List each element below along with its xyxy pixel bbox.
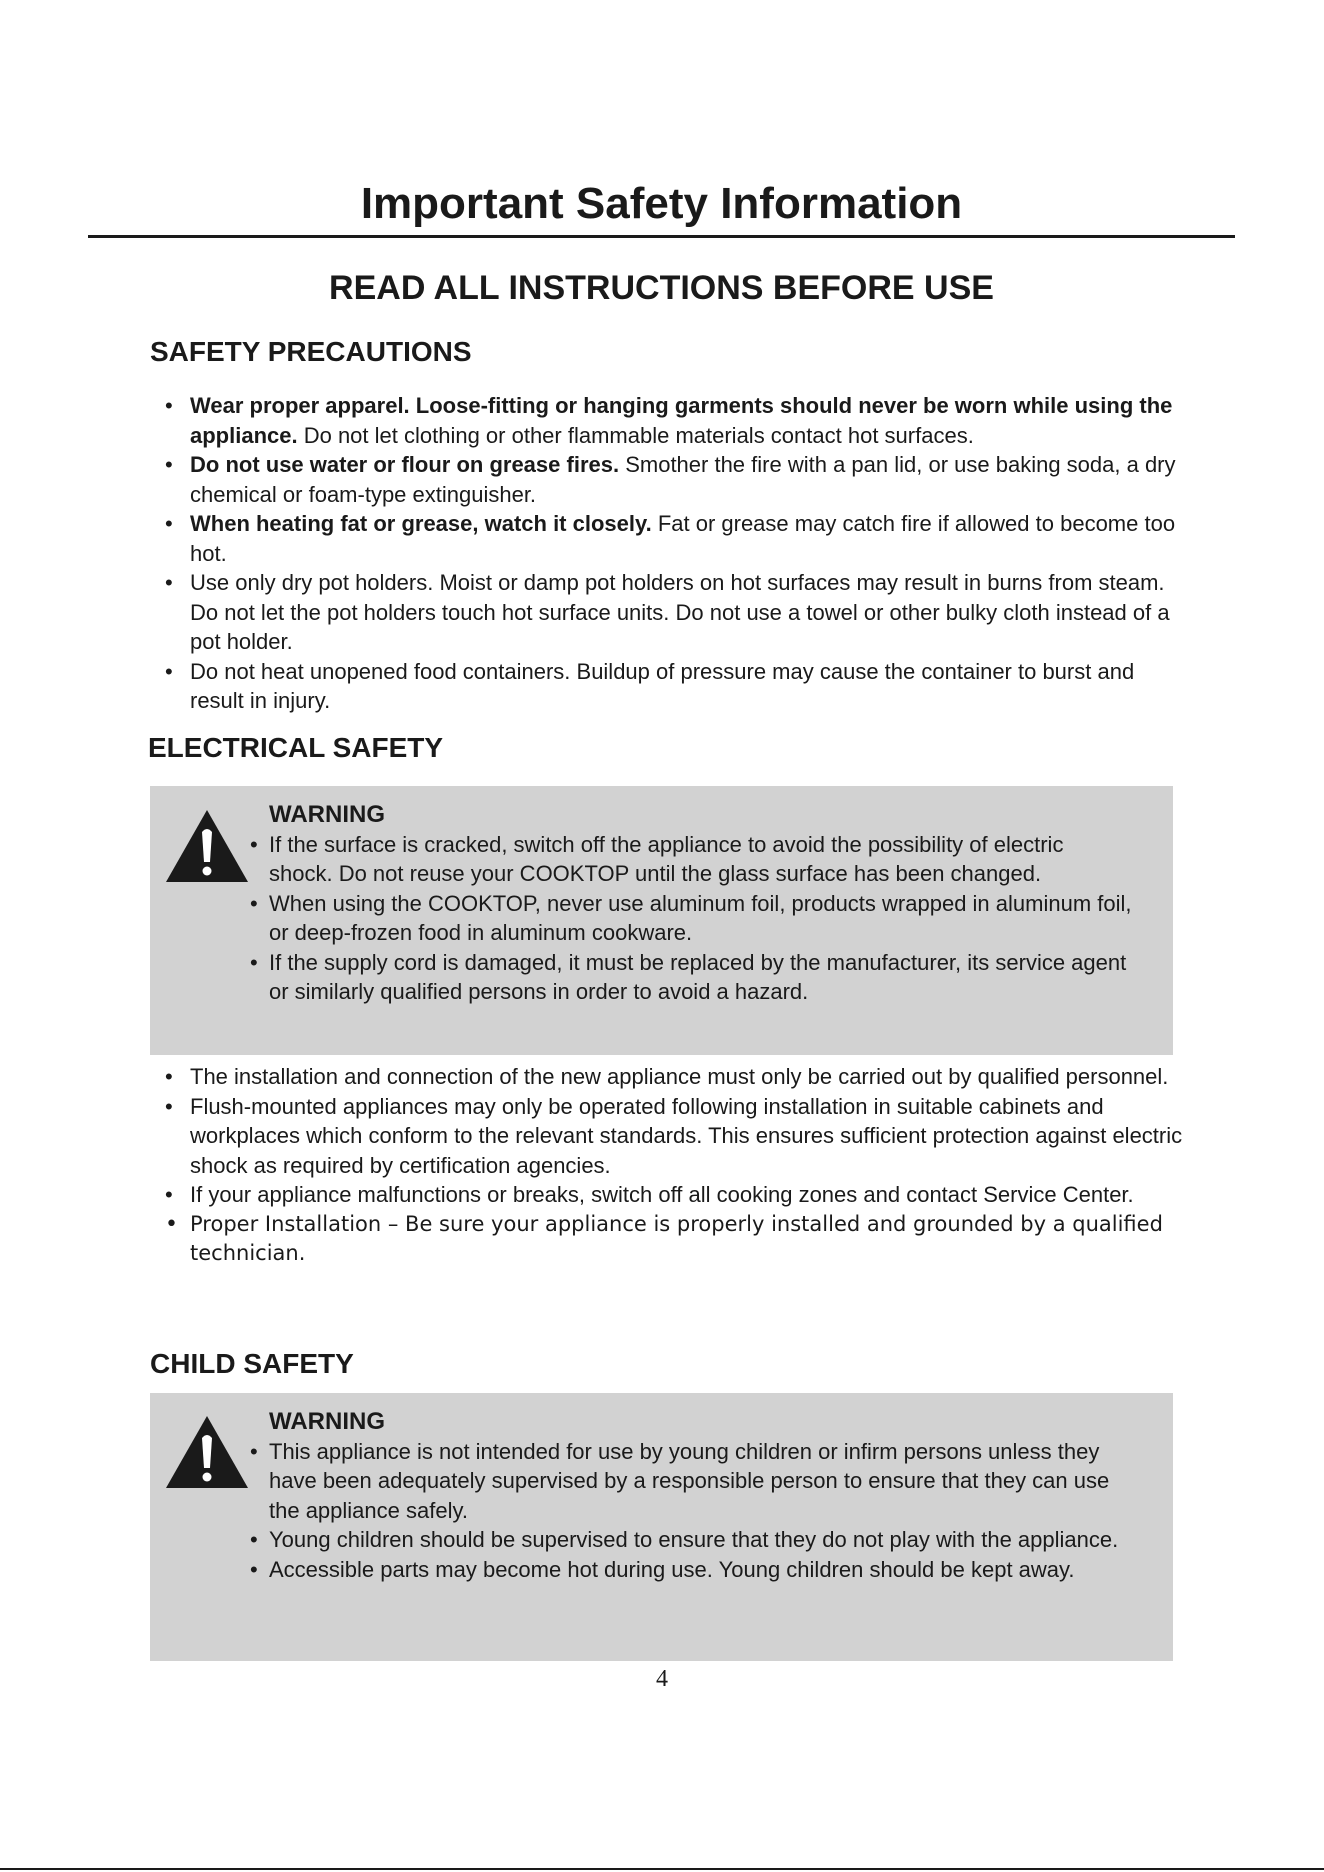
bold-lead: Wear proper apparel. Loose-fitting or hanging garments should never be worn while using the appliance.: [190, 393, 1173, 448]
page-subtitle: READ ALL INSTRUCTIONS BEFORE USE: [329, 269, 994, 307]
list-item: • Proper Installation – Be sure your appliance is properly installed and grounded by a qualified technician.: [150, 1210, 1190, 1269]
item-text: Use only dry pot holders. Moist or damp pot holders on hot surfaces may result in burns from steam. Do not let the pot holders touch hot surface units. Do not use a towel or other bulky cloth instead of a pot holder.: [190, 570, 1170, 654]
item-text: Do not heat unopened food containers. Buildup of pressure may cause the container to burst and result in injury.: [190, 658, 1135, 713]
list-item: • If the surface is cracked, switch off the appliance to avoid the possibility of electric shock. Do not reuse your COOKTOP until the glass surface has been changed.: [250, 830, 1133, 889]
child-warning-content: [250, 1407, 1133, 1584]
list-item: • Accessible parts may become hot during use. Young children should be kept away.: [250, 1555, 1133, 1585]
electrical-warning-list: [250, 830, 1133, 1007]
page-number: 4: [656, 1666, 668, 1692]
section-heading-child-safety: CHILD SAFETY: [150, 1348, 354, 1379]
page-title: Important Safety Information: [360, 179, 963, 228]
title-divider: [88, 235, 1235, 238]
child-warning-box: [150, 1393, 1173, 1661]
list-item: • This appliance is not intended for use by young children or infirm persons unless they have been adequately supervised by a responsible person to ensure that they can use the appliance safely.: [250, 1437, 1133, 1526]
safety-precautions-list: [150, 391, 1190, 716]
list-item: [150, 568, 1190, 657]
list-item: • Flush-mounted appliances may only be operated following installation in suitable cabinets and workplaces which conform to the relevant standards. This ensures sufficient protection against electric shock as required by certification agencies.: [150, 1092, 1190, 1181]
electrical-warning-content: [250, 800, 1133, 1007]
section-heading-safety-precautions: SAFETY PRECAUTIONS: [150, 336, 472, 367]
electrical-safety-list: [150, 1062, 1190, 1269]
warning-triangle-icon: [164, 808, 250, 884]
section-heading-electrical-safety: ELECTRICAL SAFETY: [148, 732, 444, 763]
list-item: • When using the COOKTOP, never use aluminum foil, products wrapped in aluminum foil, or deep-frozen food in aluminum cookware.: [250, 889, 1133, 948]
list-item: [150, 509, 1190, 568]
list-item: [150, 391, 1190, 450]
warning-triangle-icon: [164, 1414, 250, 1490]
warning-label: WARNING: [269, 1408, 385, 1435]
item-text: Do not let clothing or other flammable materials contact hot surfaces.: [297, 422, 974, 448]
bold-lead: Do not use water or flour on grease fires.: [190, 452, 620, 477]
list-item: [150, 450, 1190, 509]
child-warning-list: [250, 1437, 1133, 1585]
item-text: Smother the fire with a pan lid, or use baking soda, a dry chemical or foam-type extinguisher.: [190, 452, 1176, 507]
bold-lead: When heating fat or grease, watch it closely.: [190, 511, 652, 536]
list-item: • If the supply cord is damaged, it must be replaced by the manufacturer, its service agent or similarly qualified persons in order to avoid a hazard.: [250, 948, 1133, 1007]
list-item: • Young children should be supervised to ensure that they do not play with the appliance.: [250, 1525, 1133, 1555]
item-text: Fat or grease may catch fire if allowed to become too hot.: [190, 511, 1176, 566]
bottom-divider: [0, 1868, 1324, 1870]
electrical-warning-box: [150, 786, 1173, 1055]
list-item: • If your appliance malfunctions or breaks, switch off all cooking zones and contact Service Center.: [150, 1180, 1190, 1210]
warning-label: WARNING: [269, 801, 385, 828]
list-item: [150, 657, 1190, 716]
list-item: • The installation and connection of the new appliance must only be carried out by qualified personnel.: [150, 1062, 1190, 1092]
